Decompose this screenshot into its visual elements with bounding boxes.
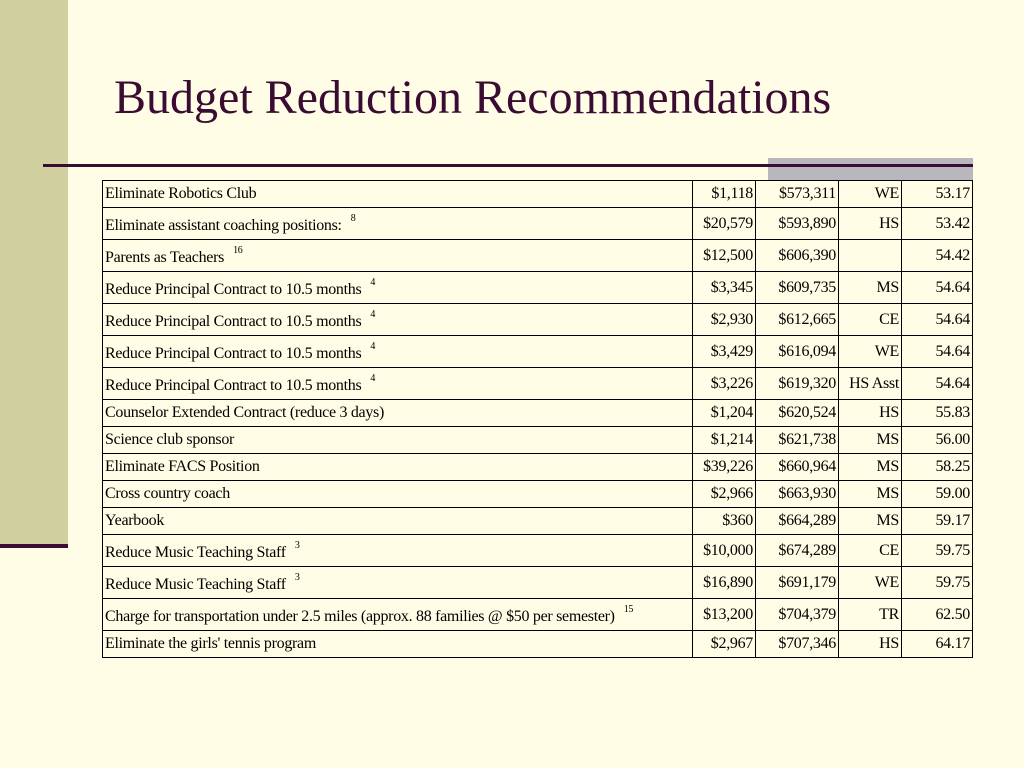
item-label: Cross country coach [105, 485, 230, 502]
item-cell [103, 508, 693, 535]
item-label: Reduce Music Teaching Staff [105, 543, 286, 561]
cost-cell: $3,429 [693, 336, 756, 368]
item-cell [103, 599, 693, 631]
cost-cell: $20,579 [693, 208, 756, 240]
score-cell: 56.00 [902, 427, 973, 454]
item-cell [103, 631, 693, 658]
item-cell [103, 454, 693, 481]
footnote-ref: 15 [623, 603, 634, 615]
table-row [103, 631, 973, 658]
score-cell: 59.75 [902, 535, 973, 567]
item-cell [103, 368, 693, 400]
item-cell [103, 336, 693, 368]
item-cell [103, 304, 693, 336]
item-label: Counselor Extended Contract (reduce 3 days) [105, 404, 385, 421]
school-cell: HS [839, 208, 902, 240]
cost-cell: $12,500 [693, 240, 756, 272]
school-cell [839, 240, 902, 272]
cumulative-total-cell: $664,289 [756, 508, 839, 535]
cost-cell: $1,118 [693, 181, 756, 208]
score-cell: 54.64 [902, 336, 973, 368]
cost-cell: $16,890 [693, 567, 756, 599]
score-cell: 58.25 [902, 454, 973, 481]
school-cell: CE [839, 304, 902, 336]
cumulative-total-cell: $612,665 [756, 304, 839, 336]
table-row [103, 336, 973, 368]
header-accent-block [768, 158, 973, 180]
score-cell: 55.83 [902, 400, 973, 427]
item-cell [103, 535, 693, 567]
school-cell: TR [839, 599, 902, 631]
school-cell: MS [839, 427, 902, 454]
score-cell: 54.64 [902, 304, 973, 336]
cost-cell: $10,000 [693, 535, 756, 567]
budget-reduction-table [102, 180, 973, 658]
cumulative-total-cell: $663,930 [756, 481, 839, 508]
cumulative-total-cell: $707,346 [756, 631, 839, 658]
cumulative-total-cell: $609,735 [756, 272, 839, 304]
school-cell: MS [839, 272, 902, 304]
school-cell: MS [839, 481, 902, 508]
school-cell: HS [839, 631, 902, 658]
item-label: Parents as Teachers [105, 248, 225, 266]
score-cell: 59.17 [902, 508, 973, 535]
item-label: Eliminate FACS Position [105, 458, 260, 475]
side-accent-band [0, 0, 68, 547]
school-cell: MS [839, 454, 902, 481]
school-cell: MS [839, 508, 902, 535]
cumulative-total-cell: $573,311 [756, 181, 839, 208]
item-label: Charge for transportation under 2.5 miles (approx. 88 families @ $50 per semester) [105, 607, 615, 625]
item-cell [103, 272, 693, 304]
cost-cell: $3,226 [693, 368, 756, 400]
score-cell: 64.17 [902, 631, 973, 658]
table-row [103, 368, 973, 400]
cumulative-total-cell: $621,738 [756, 427, 839, 454]
school-cell: WE [839, 181, 902, 208]
score-cell: 53.42 [902, 208, 973, 240]
table-row [103, 208, 973, 240]
table-row [103, 508, 973, 535]
item-cell [103, 240, 693, 272]
item-label: Eliminate Robotics Club [105, 185, 257, 202]
item-label: Reduce Principal Contract to 10.5 months [105, 344, 362, 362]
cost-cell: $3,345 [693, 272, 756, 304]
table-row [103, 454, 973, 481]
footnote-ref: 4 [370, 308, 376, 320]
score-cell: 54.64 [902, 368, 973, 400]
cumulative-total-cell: $619,320 [756, 368, 839, 400]
cumulative-total-cell: $691,179 [756, 567, 839, 599]
cost-cell: $1,204 [693, 400, 756, 427]
school-cell: WE [839, 336, 902, 368]
item-cell [103, 181, 693, 208]
item-label: Reduce Principal Contract to 10.5 months [105, 280, 362, 298]
item-label: Reduce Principal Contract to 10.5 months [105, 376, 362, 394]
cost-cell: $2,967 [693, 631, 756, 658]
cumulative-total-cell: $704,379 [756, 599, 839, 631]
cumulative-total-cell: $674,289 [756, 535, 839, 567]
table-row [103, 272, 973, 304]
item-label: Eliminate the girls' tennis program [105, 635, 317, 652]
footnote-ref: 4 [370, 340, 376, 352]
slide-title: Budget Reduction Recommendations [114, 71, 832, 124]
item-label: Eliminate assistant coaching positions: [105, 216, 342, 234]
score-cell: 53.17 [902, 181, 973, 208]
school-cell: CE [839, 535, 902, 567]
cost-cell: $360 [693, 508, 756, 535]
cost-cell: $13,200 [693, 599, 756, 631]
side-accent-rule [0, 544, 68, 548]
score-cell: 54.64 [902, 272, 973, 304]
footnote-ref: 4 [370, 372, 376, 384]
table-row [103, 535, 973, 567]
item-cell [103, 427, 693, 454]
item-cell [103, 567, 693, 599]
item-label: Reduce Principal Contract to 10.5 months [105, 312, 362, 330]
cost-cell: $39,226 [693, 454, 756, 481]
table-row [103, 599, 973, 631]
budget-table-body [103, 181, 973, 658]
score-cell: 59.75 [902, 567, 973, 599]
cumulative-total-cell: $660,964 [756, 454, 839, 481]
footnote-ref: 16 [233, 244, 243, 256]
cumulative-total-cell: $593,890 [756, 208, 839, 240]
score-cell: 62.50 [902, 599, 973, 631]
school-cell: HS [839, 400, 902, 427]
item-label: Reduce Music Teaching Staff [105, 575, 286, 593]
item-cell [103, 208, 693, 240]
cost-cell: $1,214 [693, 427, 756, 454]
table-row [103, 240, 973, 272]
table-row [103, 427, 973, 454]
cost-cell: $2,930 [693, 304, 756, 336]
table-row [103, 304, 973, 336]
item-cell [103, 481, 693, 508]
footnote-ref: 3 [294, 539, 300, 551]
footnote-ref: 3 [294, 571, 300, 583]
school-cell: WE [839, 567, 902, 599]
cumulative-total-cell: $620,524 [756, 400, 839, 427]
cost-cell: $2,966 [693, 481, 756, 508]
cumulative-total-cell: $616,094 [756, 336, 839, 368]
footnote-ref: 8 [350, 212, 356, 224]
cumulative-total-cell: $606,390 [756, 240, 839, 272]
footnote-ref: 4 [370, 276, 376, 288]
item-cell [103, 400, 693, 427]
item-label: Science club sponsor [105, 431, 235, 448]
score-cell: 59.00 [902, 481, 973, 508]
school-cell: HS Asst [839, 368, 902, 400]
table-row [103, 400, 973, 427]
table-row [103, 181, 973, 208]
table-row [103, 567, 973, 599]
table-row [103, 481, 973, 508]
score-cell: 54.42 [902, 240, 973, 272]
item-label: Yearbook [105, 512, 165, 529]
